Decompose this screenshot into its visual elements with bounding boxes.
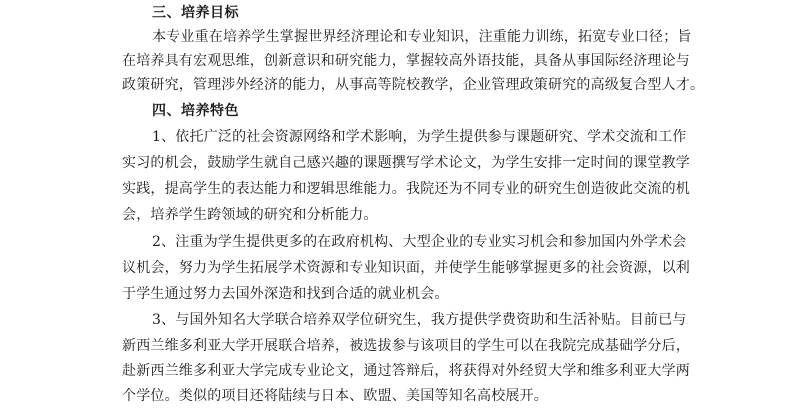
paragraph-line: 赴新西兰维多利亚大学完成专业论文，通过答辩后，将获得对外经贸大学和维多利亚大学两	[122, 363, 690, 379]
paragraph-line: 3、与国外知名大学联合培养双学位研究生，我方提供学费资助和生活补贴。目前已与	[152, 312, 687, 328]
paragraph-line: 个学位。类似的项目还将陆续与日本、欧盟、美国等知名高校展开。	[122, 388, 548, 404]
section-heading-training-features: 四、培养特色	[152, 103, 239, 119]
paragraph-line: 政策研究，管理涉外经济的能力，从事高等院校教学，企业管理政策研究的高级复合型人才。	[122, 77, 705, 93]
paragraph-line: 实习的机会，鼓励学生就自己感兴趣的课题撰写学术论文，为学生安排一定时间的课堂教学	[122, 155, 690, 171]
paragraph-line: 会，培养学生跨领域的研究和分析能力。	[122, 207, 378, 223]
paragraph-line: 议机会，努力为学生拓展学术资源和专业知识面，并使学生能够掌握更多的社会资源，以利	[122, 260, 690, 276]
paragraph-line: 本专业重在培养学生掌握世界经济理论和专业知识，注重能力训练，拓宽专业口径；旨	[152, 29, 692, 45]
paragraph-line: 于学生通过努力去国外深造和找到合适的就业机会。	[122, 286, 449, 302]
paragraph-line: 2、注重为学生提供更多的在政府机构、大型企业的专业实习机会和参加国内外学术会	[152, 234, 687, 250]
paragraph-line: 在培养具有宏观思维，创新意识和研究能力，掌握较高外语技能，具备从事国际经济理论与	[122, 53, 690, 69]
section-heading-training-goals: 三、培养目标	[152, 5, 239, 21]
paragraph-line: 1、依托广泛的社会资源网络和学术影响，为学生提供参与课题研究、学术交流和工作	[152, 129, 687, 145]
paragraph-line: 新西兰维多利亚大学开展联合培养，被选拔参与该项目的学生可以在我院完成基础学分后，	[122, 338, 690, 354]
paragraph-line: 实践，提高学生的表达能力和逻辑思维能力。我院还为不同专业的研究生创造彼此交流的机	[122, 181, 690, 197]
